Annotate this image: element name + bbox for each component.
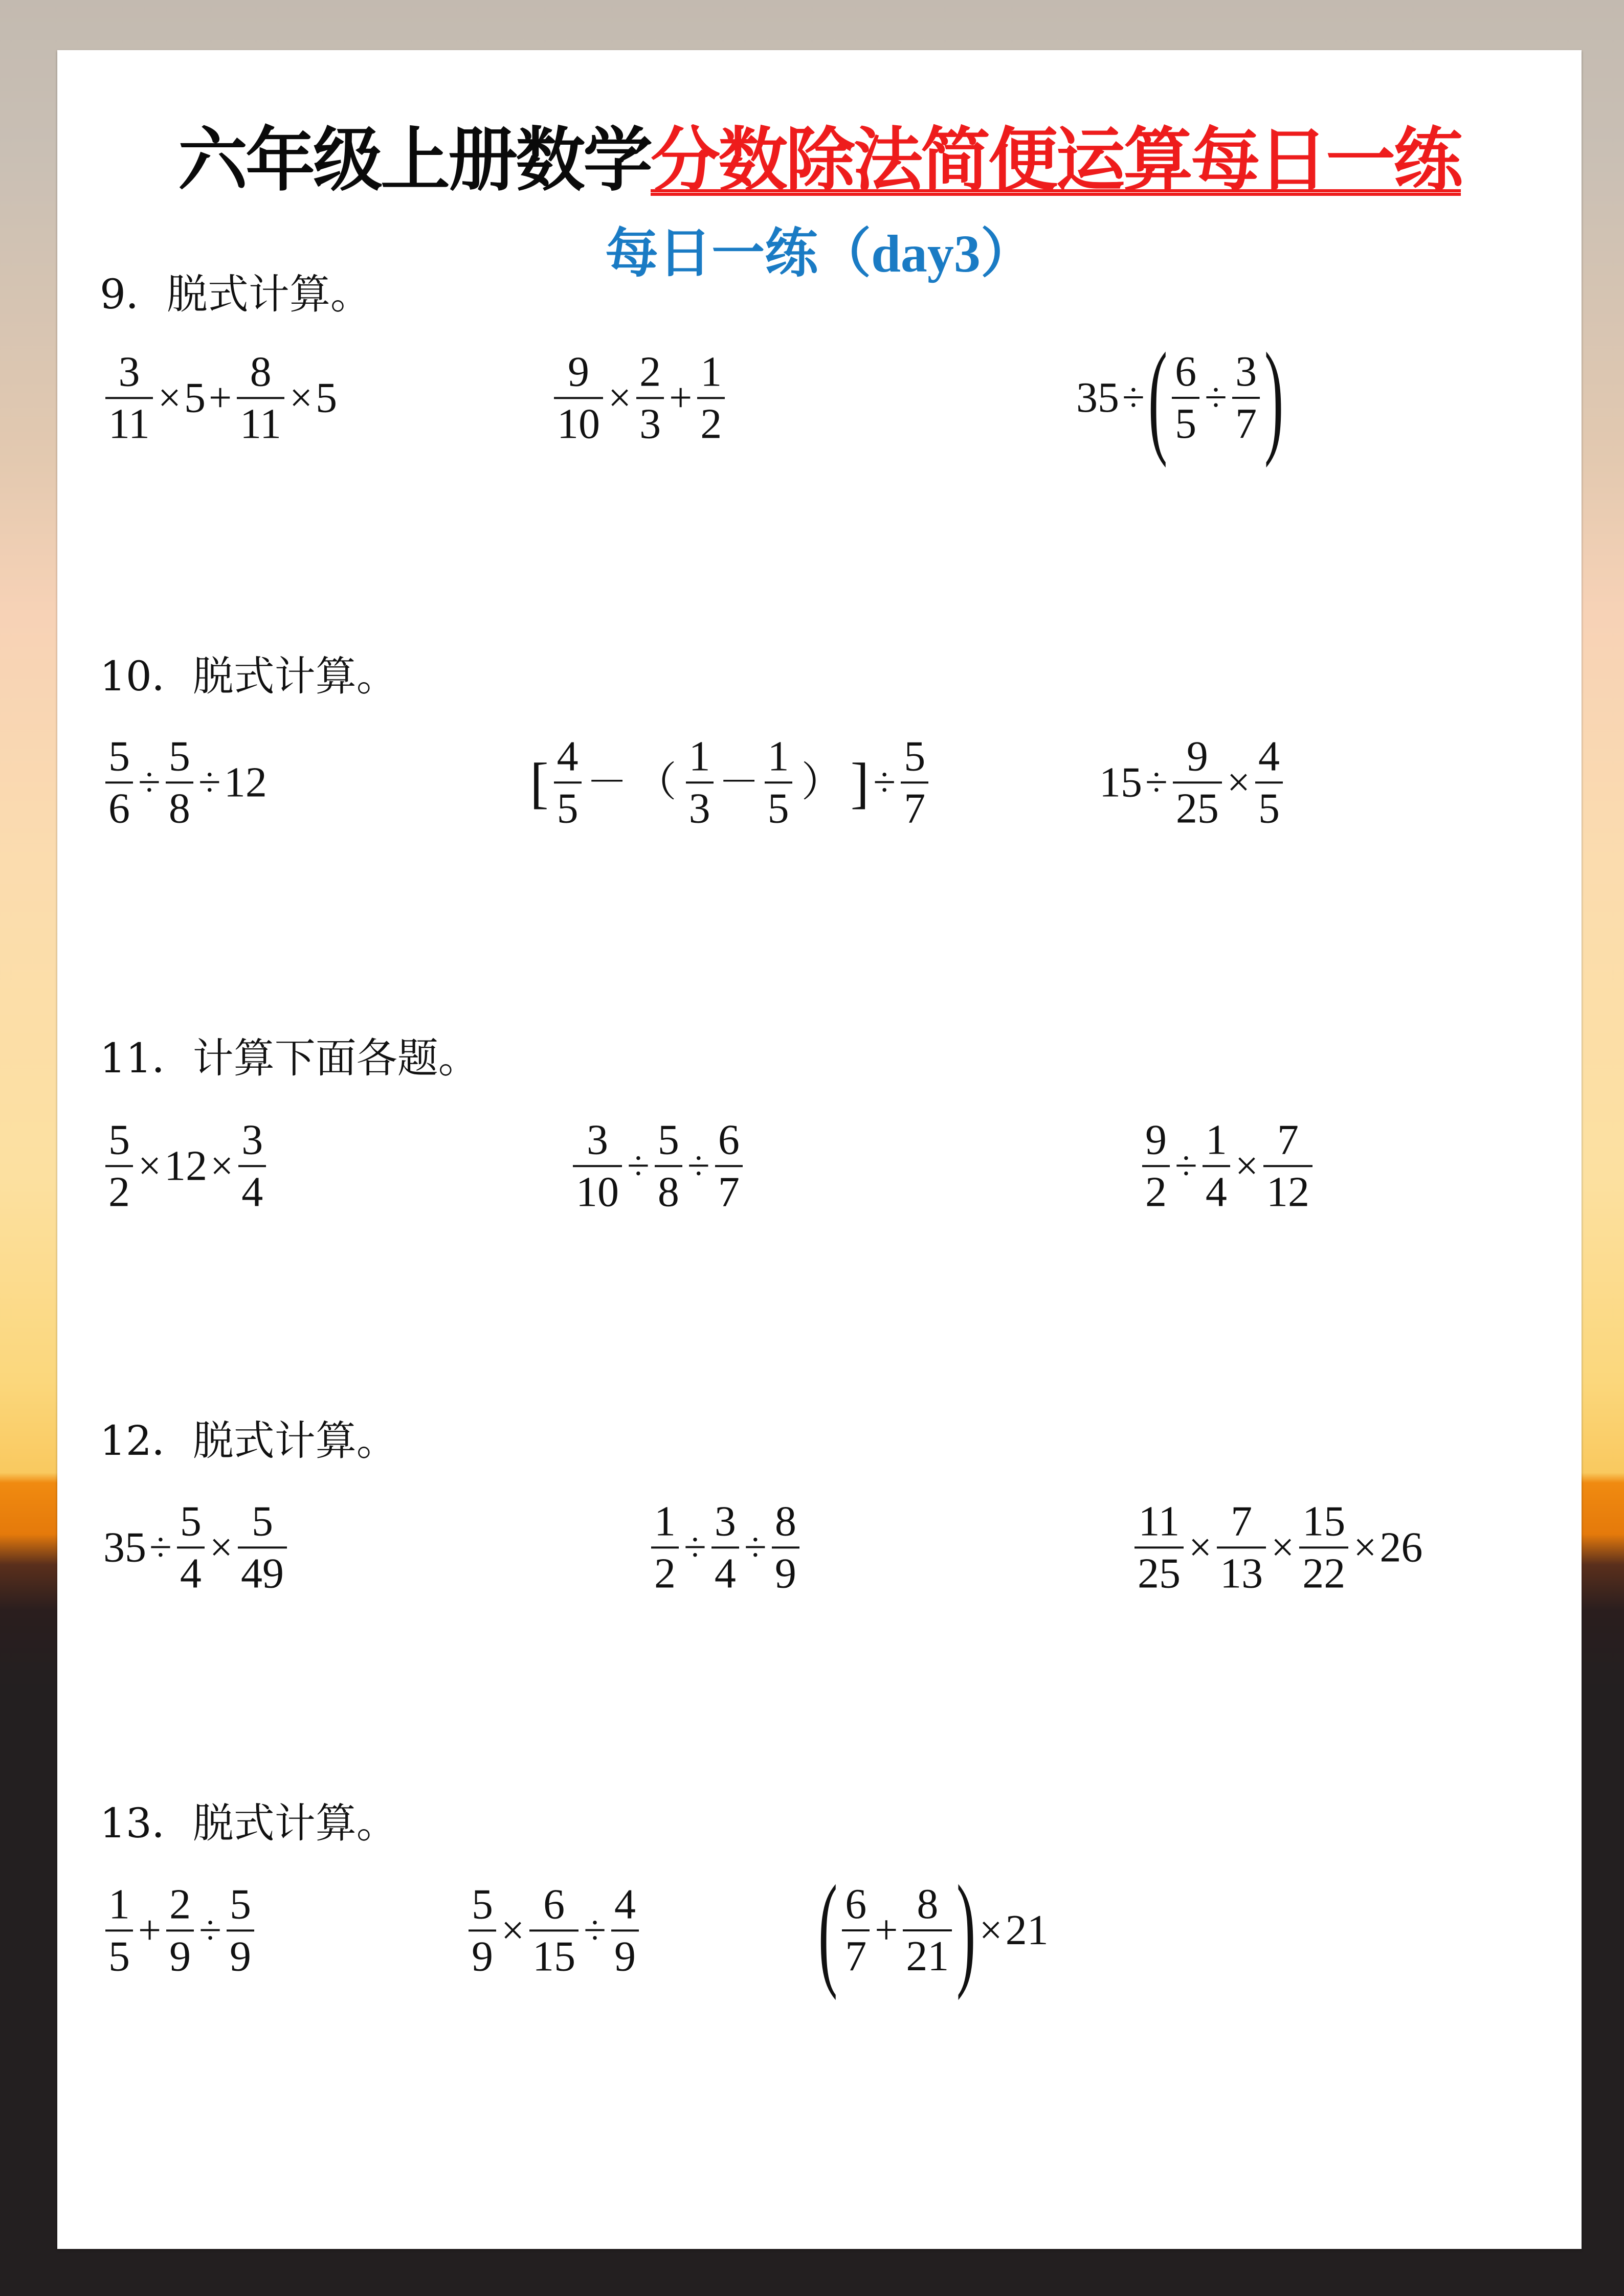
- denominator: 10: [557, 400, 600, 447]
- operator: +: [138, 1908, 162, 1953]
- parenthesis: ): [956, 1859, 976, 2001]
- fraction: [573, 1118, 622, 1213]
- numerator: 4: [1258, 732, 1280, 780]
- operator: －: [586, 760, 628, 805]
- subtitle-close-paren: ）: [980, 222, 1034, 284]
- denominator: 7: [845, 1932, 867, 1980]
- problem-11-1: [102, 1118, 269, 1213]
- subtitle-day: day3: [871, 224, 981, 283]
- denominator: 5: [557, 784, 579, 832]
- fraction-bar: [1232, 397, 1260, 399]
- operator: ×: [158, 375, 182, 420]
- fraction-bar: [105, 1929, 133, 1931]
- numerator: 5: [657, 1116, 679, 1164]
- numerator: 3: [587, 1116, 608, 1164]
- fraction-bar: [611, 1929, 639, 1931]
- fraction: [469, 1882, 496, 1978]
- denominator: 15: [532, 1932, 576, 1980]
- title-grade-subject: 六年级上册数学: [178, 120, 651, 201]
- fraction-bar: [554, 397, 603, 399]
- denominator: 2: [654, 1549, 676, 1597]
- fraction: [1173, 734, 1222, 830]
- numerator: 5: [252, 1497, 274, 1545]
- section-instruction: 计算下面各题。: [192, 1034, 479, 1082]
- operator: ÷: [199, 1908, 222, 1953]
- fraction-bar: [1299, 1546, 1348, 1548]
- number: 21: [1005, 1906, 1049, 1954]
- section-heading-9: [100, 271, 371, 318]
- denominator: 10: [576, 1168, 619, 1215]
- problem-13-2: [465, 1882, 642, 1978]
- fraction-bar: [554, 781, 582, 783]
- denominator: 9: [472, 1932, 493, 1980]
- operator: ×: [138, 1143, 162, 1188]
- fraction: [655, 1118, 682, 1213]
- fraction: [651, 1499, 679, 1595]
- numerator: 3: [118, 348, 140, 396]
- fraction-bar: [227, 1929, 254, 1931]
- numerator: 1: [688, 732, 710, 780]
- denominator: 12: [1266, 1168, 1310, 1215]
- fraction: [1232, 350, 1260, 445]
- fraction-bar: [238, 1546, 287, 1548]
- fraction: [1255, 734, 1283, 830]
- denominator: 2: [700, 400, 722, 447]
- section-number: 10．: [100, 652, 193, 700]
- denominator: 25: [1138, 1549, 1181, 1597]
- fraction: [842, 1882, 870, 1978]
- numerator: 7: [1231, 1497, 1253, 1545]
- fraction: [1134, 1499, 1184, 1595]
- problem-10-3: [1098, 734, 1286, 830]
- operator: ÷: [627, 1143, 650, 1188]
- problem-9-1: [102, 350, 338, 445]
- fraction: [686, 734, 714, 830]
- parenthesis: ): [1264, 327, 1284, 468]
- fraction-bar: [573, 1165, 622, 1167]
- section-instruction: 脱式计算。: [192, 652, 397, 700]
- fraction: [903, 1882, 952, 1978]
- fraction: [105, 1118, 133, 1213]
- operator: ÷: [584, 1908, 607, 1953]
- fraction: [711, 1499, 739, 1595]
- bracket: [: [530, 751, 549, 814]
- problem-9-2: [551, 350, 728, 445]
- fraction-bar: [1255, 781, 1283, 783]
- fraction-bar: [715, 1165, 743, 1167]
- operator: ×: [290, 375, 313, 420]
- fraction-bar: [177, 1546, 205, 1548]
- denominator: 11: [108, 400, 150, 447]
- denominator: 25: [1175, 784, 1219, 832]
- fraction-bar: [655, 1165, 682, 1167]
- fraction: [227, 1882, 254, 1978]
- fraction: [715, 1118, 743, 1213]
- denominator: 5: [1175, 400, 1197, 447]
- denominator: 7: [904, 784, 926, 832]
- operator: ×: [501, 1908, 525, 1953]
- section-instruction: 脱式计算。: [192, 1799, 397, 1847]
- fraction: [1217, 1499, 1266, 1595]
- fraction: [554, 734, 582, 830]
- fraction: [529, 1882, 579, 1978]
- fraction-bar: [686, 781, 714, 783]
- problem-12-3: [1131, 1499, 1423, 1595]
- fraction-bar: [903, 1929, 952, 1931]
- fraction-bar: [636, 397, 664, 399]
- fraction: [105, 350, 153, 445]
- operator: ÷: [744, 1525, 767, 1570]
- problem-12-1: [102, 1499, 290, 1595]
- fraction: [772, 1499, 799, 1595]
- operator: +: [209, 375, 232, 420]
- fraction: [611, 1882, 639, 1978]
- fraction-bar: [237, 397, 284, 399]
- fraction: [105, 1882, 133, 1978]
- numerator: 15: [1302, 1497, 1346, 1545]
- section-heading-13: [100, 1799, 397, 1847]
- fraction-bar: [1263, 1165, 1312, 1167]
- denominator: 6: [108, 784, 130, 832]
- fraction: [554, 350, 603, 445]
- fraction: [105, 734, 133, 830]
- numerator: 5: [230, 1880, 252, 1928]
- parenthesis: ）: [801, 760, 842, 805]
- operator: ×: [210, 1143, 234, 1188]
- fraction-bar: [105, 781, 133, 783]
- denominator: 5: [1258, 784, 1280, 832]
- number: 35: [103, 1523, 146, 1571]
- operator: ÷: [1122, 375, 1145, 420]
- denominator: 8: [657, 1168, 679, 1215]
- problem-13-3: [817, 1859, 1050, 2001]
- numerator: 5: [472, 1880, 493, 1928]
- numerator: 5: [168, 732, 190, 780]
- fraction-bar: [697, 397, 725, 399]
- fraction: [1299, 1499, 1348, 1595]
- numerator: 3: [714, 1497, 736, 1545]
- numerator: 5: [108, 1116, 130, 1164]
- numerator: 1: [1205, 1116, 1227, 1164]
- denominator: 4: [241, 1168, 263, 1215]
- page-title: [57, 120, 1582, 201]
- fraction-bar: [529, 1929, 579, 1931]
- numerator: 8: [917, 1880, 939, 1928]
- operator: ÷: [1205, 375, 1228, 420]
- operator: ÷: [873, 760, 896, 805]
- section-instruction: 脱式计算。: [166, 271, 371, 318]
- fraction-bar: [1217, 1546, 1266, 1548]
- denominator: 7: [718, 1168, 740, 1215]
- denominator: 49: [241, 1549, 284, 1597]
- operator: ×: [1227, 760, 1251, 805]
- numerator: 9: [1186, 732, 1208, 780]
- denominator: 2: [1145, 1168, 1167, 1215]
- numerator: 9: [1145, 1116, 1167, 1164]
- numerator: 9: [568, 348, 589, 396]
- denominator: 13: [1220, 1549, 1263, 1597]
- fraction: [1263, 1118, 1312, 1213]
- numerator: 5: [108, 732, 130, 780]
- problem-13-1: [102, 1882, 257, 1978]
- fraction-bar: [1173, 781, 1222, 783]
- operator: ×: [979, 1908, 1003, 1953]
- fraction-bar: [469, 1929, 496, 1931]
- problem-11-3: [1139, 1118, 1316, 1213]
- number: 35: [1076, 374, 1119, 421]
- fraction: [1203, 1118, 1230, 1213]
- operator: ×: [1353, 1525, 1377, 1570]
- section-number: 12．: [100, 1417, 193, 1465]
- fraction: [765, 734, 792, 830]
- worksheet-page: [57, 50, 1582, 2249]
- bracket: ]: [850, 751, 870, 814]
- section-instruction: 脱式计算。: [192, 1417, 397, 1465]
- numerator: 4: [557, 732, 579, 780]
- operator: ÷: [687, 1143, 710, 1188]
- numerator: 4: [614, 1880, 636, 1928]
- operator: ÷: [149, 1525, 172, 1570]
- numerator: 1: [700, 348, 722, 396]
- denominator: 3: [639, 400, 661, 447]
- title-topic: 分数除法简便运算每日一练: [651, 120, 1461, 201]
- operator: ×: [1189, 1525, 1212, 1570]
- fraction-bar: [166, 781, 193, 783]
- number: 5: [316, 374, 338, 421]
- numerator: 5: [904, 732, 926, 780]
- problem-11-2: [570, 1118, 746, 1213]
- denominator: 9: [169, 1932, 191, 1980]
- fraction-bar: [772, 1546, 799, 1548]
- operator: ÷: [1175, 1143, 1197, 1188]
- numerator: 1: [767, 732, 789, 780]
- number: 12: [224, 758, 267, 806]
- operator: +: [669, 375, 693, 420]
- fraction-bar: [238, 1165, 266, 1167]
- denominator: 4: [1205, 1168, 1227, 1215]
- section-number: 11．: [100, 1034, 193, 1082]
- fraction: [166, 1882, 194, 1978]
- operator: +: [875, 1908, 898, 1953]
- problem-9-3: [1075, 327, 1285, 468]
- denominator: 5: [767, 784, 789, 832]
- numerator: 8: [774, 1497, 796, 1545]
- denominator: 11: [240, 400, 282, 447]
- numerator: 1: [654, 1497, 676, 1545]
- denominator: 9: [614, 1932, 636, 1980]
- section-heading-12: [100, 1417, 397, 1465]
- numerator: 3: [241, 1116, 263, 1164]
- denominator: 22: [1302, 1549, 1346, 1597]
- operator: －: [718, 760, 760, 805]
- numerator: 3: [1235, 348, 1257, 396]
- denominator: 7: [1235, 400, 1257, 447]
- fraction: [1142, 1118, 1170, 1213]
- fraction-bar: [1203, 1165, 1230, 1167]
- fraction-bar: [765, 781, 792, 783]
- number: 12: [164, 1142, 208, 1189]
- denominator: 4: [180, 1549, 202, 1597]
- fraction-bar: [842, 1929, 870, 1931]
- fraction-bar: [105, 1165, 133, 1167]
- numerator: 2: [169, 1880, 191, 1928]
- operator: ÷: [138, 760, 161, 805]
- operator: ×: [608, 375, 632, 420]
- operator: ×: [1235, 1143, 1259, 1188]
- denominator: 2: [108, 1168, 130, 1215]
- section-heading-11: [100, 1034, 479, 1082]
- parenthesis: （: [635, 760, 677, 805]
- subtitle-daily-practice: 每日一练（: [605, 222, 872, 284]
- section-number: 9．: [100, 271, 167, 318]
- denominator: 3: [688, 784, 710, 832]
- fraction-bar: [1142, 1165, 1170, 1167]
- numerator: 2: [639, 348, 661, 396]
- fraction: [238, 1118, 266, 1213]
- operator: ×: [209, 1525, 233, 1570]
- numerator: 8: [250, 348, 272, 396]
- fraction: [697, 350, 725, 445]
- fraction: [166, 734, 193, 830]
- fraction: [238, 1499, 287, 1595]
- operator: ÷: [1145, 760, 1168, 805]
- fraction-bar: [711, 1546, 739, 1548]
- numerator: 6: [1175, 348, 1197, 396]
- fraction-bar: [166, 1929, 194, 1931]
- number: 15: [1099, 758, 1142, 806]
- number: 5: [184, 374, 206, 421]
- denominator: 4: [714, 1549, 736, 1597]
- problem-10-1: [102, 734, 268, 830]
- operator: ×: [1271, 1525, 1295, 1570]
- numerator: 5: [180, 1497, 202, 1545]
- numerator: 6: [543, 1880, 565, 1928]
- operator: ÷: [684, 1525, 706, 1570]
- fraction: [636, 350, 664, 445]
- problem-12-2: [648, 1499, 803, 1595]
- parenthesis: (: [1148, 327, 1168, 468]
- denominator: 9: [230, 1932, 252, 1980]
- denominator: 5: [108, 1932, 130, 1980]
- parenthesis: (: [818, 1859, 838, 2001]
- numerator: 1: [108, 1880, 130, 1928]
- section-heading-10: [100, 652, 397, 700]
- numerator: 6: [718, 1116, 740, 1164]
- fraction: [177, 1499, 205, 1595]
- numerator: 6: [845, 1880, 867, 1928]
- fraction: [1172, 350, 1199, 445]
- denominator: 21: [906, 1932, 949, 1980]
- fraction-bar: [105, 397, 153, 399]
- operator: ÷: [198, 760, 221, 805]
- fraction-bar: [1134, 1546, 1184, 1548]
- fraction-bar: [651, 1546, 679, 1548]
- number: 26: [1380, 1523, 1423, 1571]
- numerator: 11: [1138, 1497, 1180, 1545]
- section-number: 13．: [100, 1799, 193, 1847]
- problem-10-2: [528, 734, 931, 830]
- denominator: 8: [168, 784, 190, 832]
- fraction-bar: [1172, 397, 1199, 399]
- numerator: 7: [1277, 1116, 1299, 1164]
- denominator: 9: [774, 1549, 796, 1597]
- fraction-bar: [901, 781, 928, 783]
- fraction: [901, 734, 928, 830]
- fraction: [237, 350, 284, 445]
